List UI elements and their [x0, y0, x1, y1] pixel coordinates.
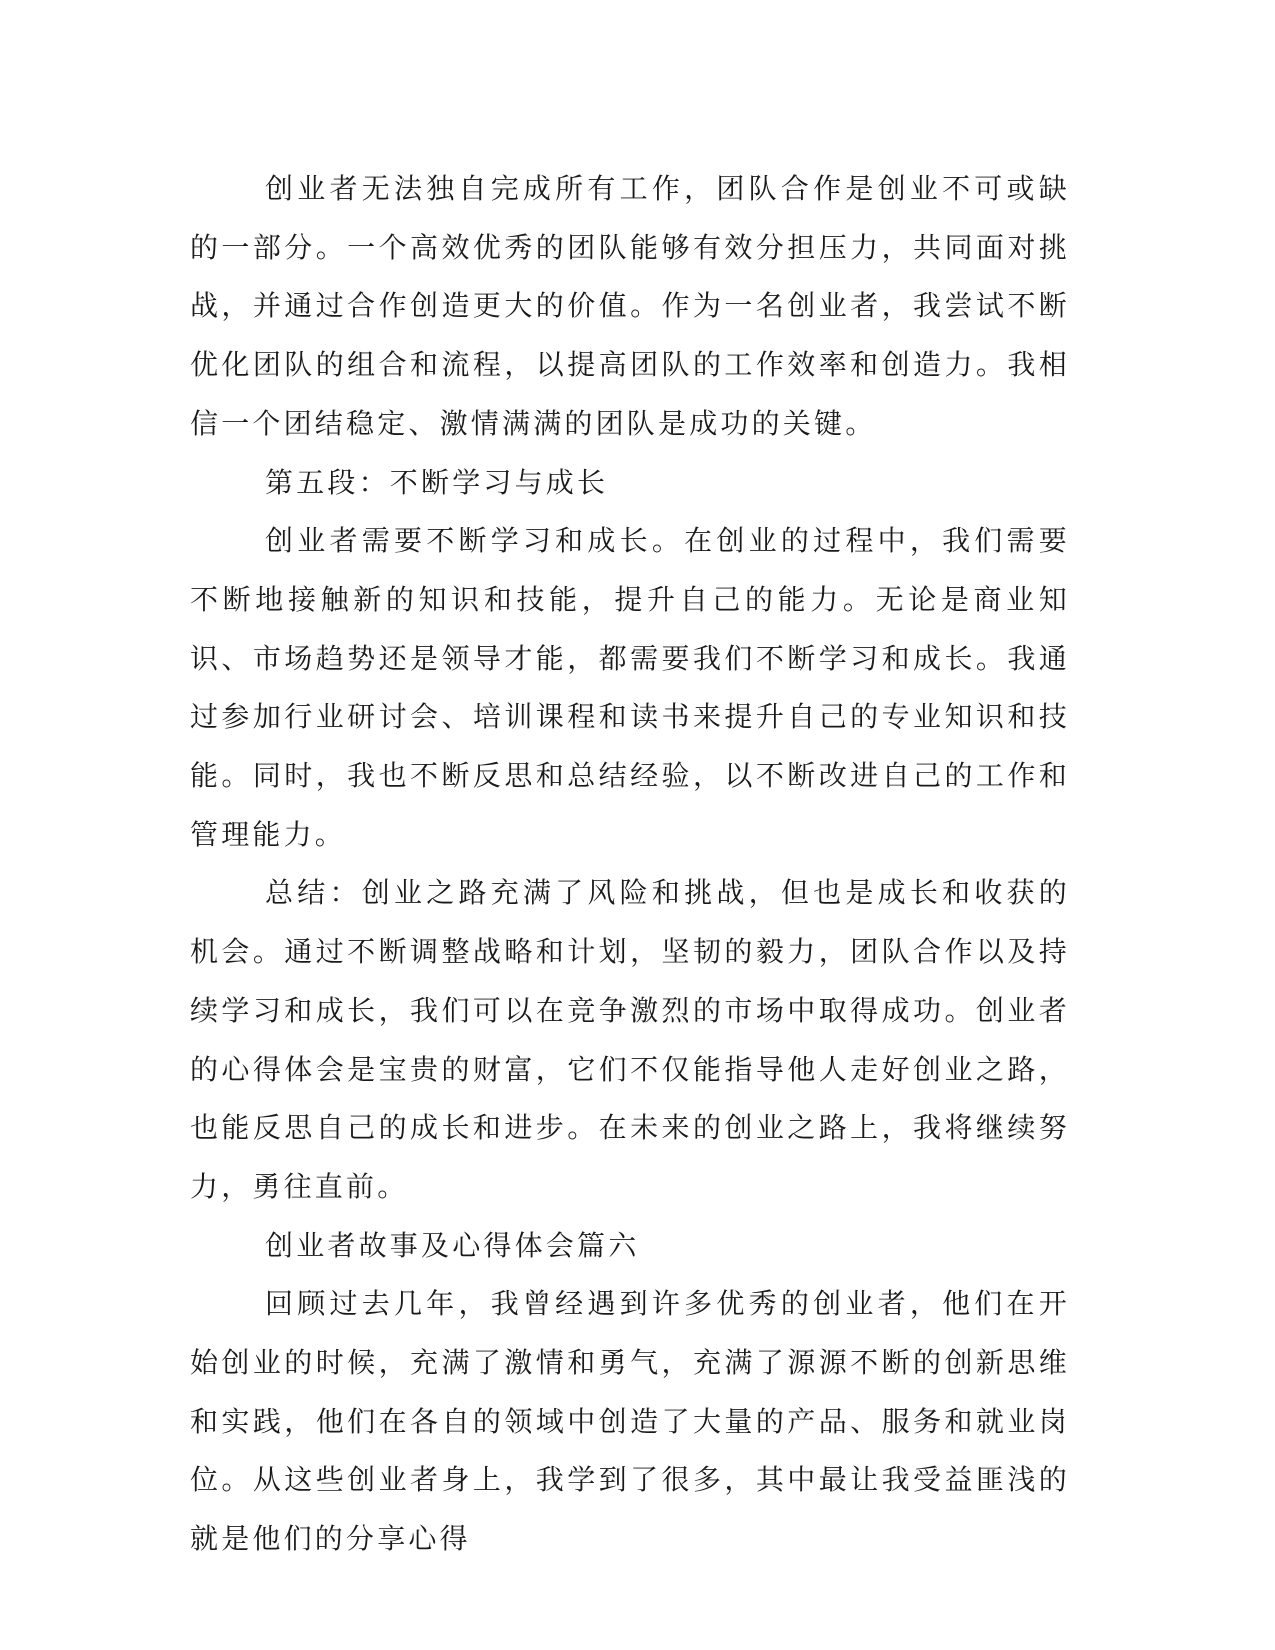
- paragraph-retrospective: 回顾过去几年，我曾经遇到许多优秀的创业者，他们在开始创业的时候，充满了激情和勇气，充满了源源不断的创新思维和实践，他们在各自的领域中创造了大量的产品、服务和就业岗位。从这些创业者身上，我学到了很多，其中最让我受益匪浅的就是他们的分享心得: [190, 1287, 1070, 1556]
- paragraph-learning: 创业者需要不断学习和成长。在创业的过程中，我们需要不断地接触新的知识和技能，提升自己的能力。无论是商业知识、市场趋势还是领导才能，都需要我们不断学习和成长。我通过参加行业研讨会、培训课程和读书来提升自己的专业知识和技能。同时，我也不断反思和总结经验，以不断改进自己的工作和管理能力。: [190, 524, 1070, 851]
- article-title-part-six: 创业者故事及心得体会篇六: [265, 1228, 640, 1262]
- document-body: [190, 160, 1070, 1569]
- paragraph-teamwork: 创业者无法独自完成所有工作，团队合作是创业不可或缺的一部分。一个高效优秀的团队能够有效分担压力，共同面对挑战，并通过合作创造更大的价值。作为一名创业者，我尝试不断优化团队的组合和流程，以提高团队的工作效率和创造力。我相信一个团结稳定、激情满满的团队是成功的关键。: [190, 172, 1070, 440]
- section-heading-learning: 第五段：不断学习与成长: [265, 465, 609, 499]
- paragraph-summary: 总结：创业之路充满了风险和挑战，但也是成长和收获的机会。通过不断调整战略和计划，坚韧的毅力，团队合作以及持续学习和成长，我们可以在竞争激烈的市场中取得成功。创业者的心得体会是宝贵的财富，它们不仅能指导他人走好创业之路，也能反思自己的成长和进步。在未来的创业之路上，我将继续努力，勇往直前。: [190, 876, 1070, 1203]
